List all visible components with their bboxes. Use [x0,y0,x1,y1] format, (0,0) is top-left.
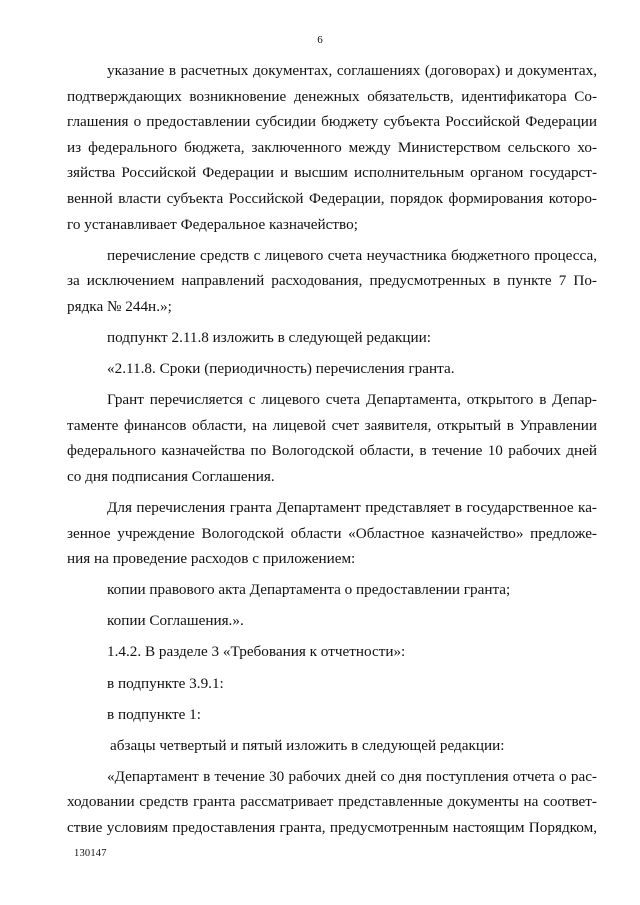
text-line: копии правового акта Департамента о предоставлении гранта; [107,581,511,599]
text-line: зяйства Российской Федерации и высшим исполнительным органом государст- [67,164,597,182]
text-line: «2.11.8. Сроки (периодичность) перечисления гранта. [107,360,455,378]
text-line: перечисление средств с лицевого счета неучастника бюджетного процесса, [107,246,597,264]
text-line: ния на проведение расходов с приложением: [67,550,356,568]
text-line: подпункт 2.11.8 изложить в следующей редакции: [107,328,432,346]
text-line: рядка № 244н.»; [67,297,172,315]
text-line: таменте финансов области, на лицевой счет заявителя, открытый в Управлении [67,416,597,434]
text-line: копии Соглашения.». [107,612,244,630]
text-line: го устанавливает Федеральное казначейство; [67,215,358,233]
text-line: венной власти субъекта Российской Федерации, порядок формирования которо- [67,189,597,207]
text-line: Грант перечисляется с лицевого счета Департамента, открытого в Депар- [107,391,597,409]
page-number: 6 [317,34,323,46]
document-code: 130147 [74,848,107,859]
text-line: за исключением направлений расходования, предусмотренных в пункте 7 По- [67,272,597,290]
text-line: зенное учреждение Вологодской области «Областное казначейство» предложе- [67,524,597,542]
document-body [67,58,597,841]
text-line: «Департамент в течение 30 рабочих дней со дня поступления отчета о рас- [107,767,597,785]
text-line: в подпункте 3.9.1: [107,674,224,692]
text-line: ствие условиям предоставления гранта, предусмотренным настоящим Порядком, [67,819,597,837]
text-line: ходовании средств гранта рассматривает представленные документы на соответ- [67,793,597,811]
text-line: указание в расчетных документах, соглашениях (договорах) и документах, [107,62,597,79]
text-line: глашения о предоставлении субсидии бюджету субъекта Российской Федерации [67,113,597,131]
text-line: в подпункте 1: [107,705,201,723]
text-line: федерального казначейства по Вологодской области, в течение 10 рабочих дней [67,442,597,460]
text-line: подтверждающих возникновение денежных обязательств, идентификатора Со- [67,87,597,105]
text-line: 1.4.2. В разделе 3 «Требования к отчетности»: [107,643,406,661]
text-line: Для перечисления гранта Департамент представляет в государственное ка- [107,499,597,516]
text-line: со дня подписания Соглашения. [67,467,275,485]
text-line: абзацы четвертый и пятый изложить в следующей редакции: [110,736,505,754]
text-line: из федерального бюджета, заключенного между Министерством сельского хо- [67,138,597,156]
